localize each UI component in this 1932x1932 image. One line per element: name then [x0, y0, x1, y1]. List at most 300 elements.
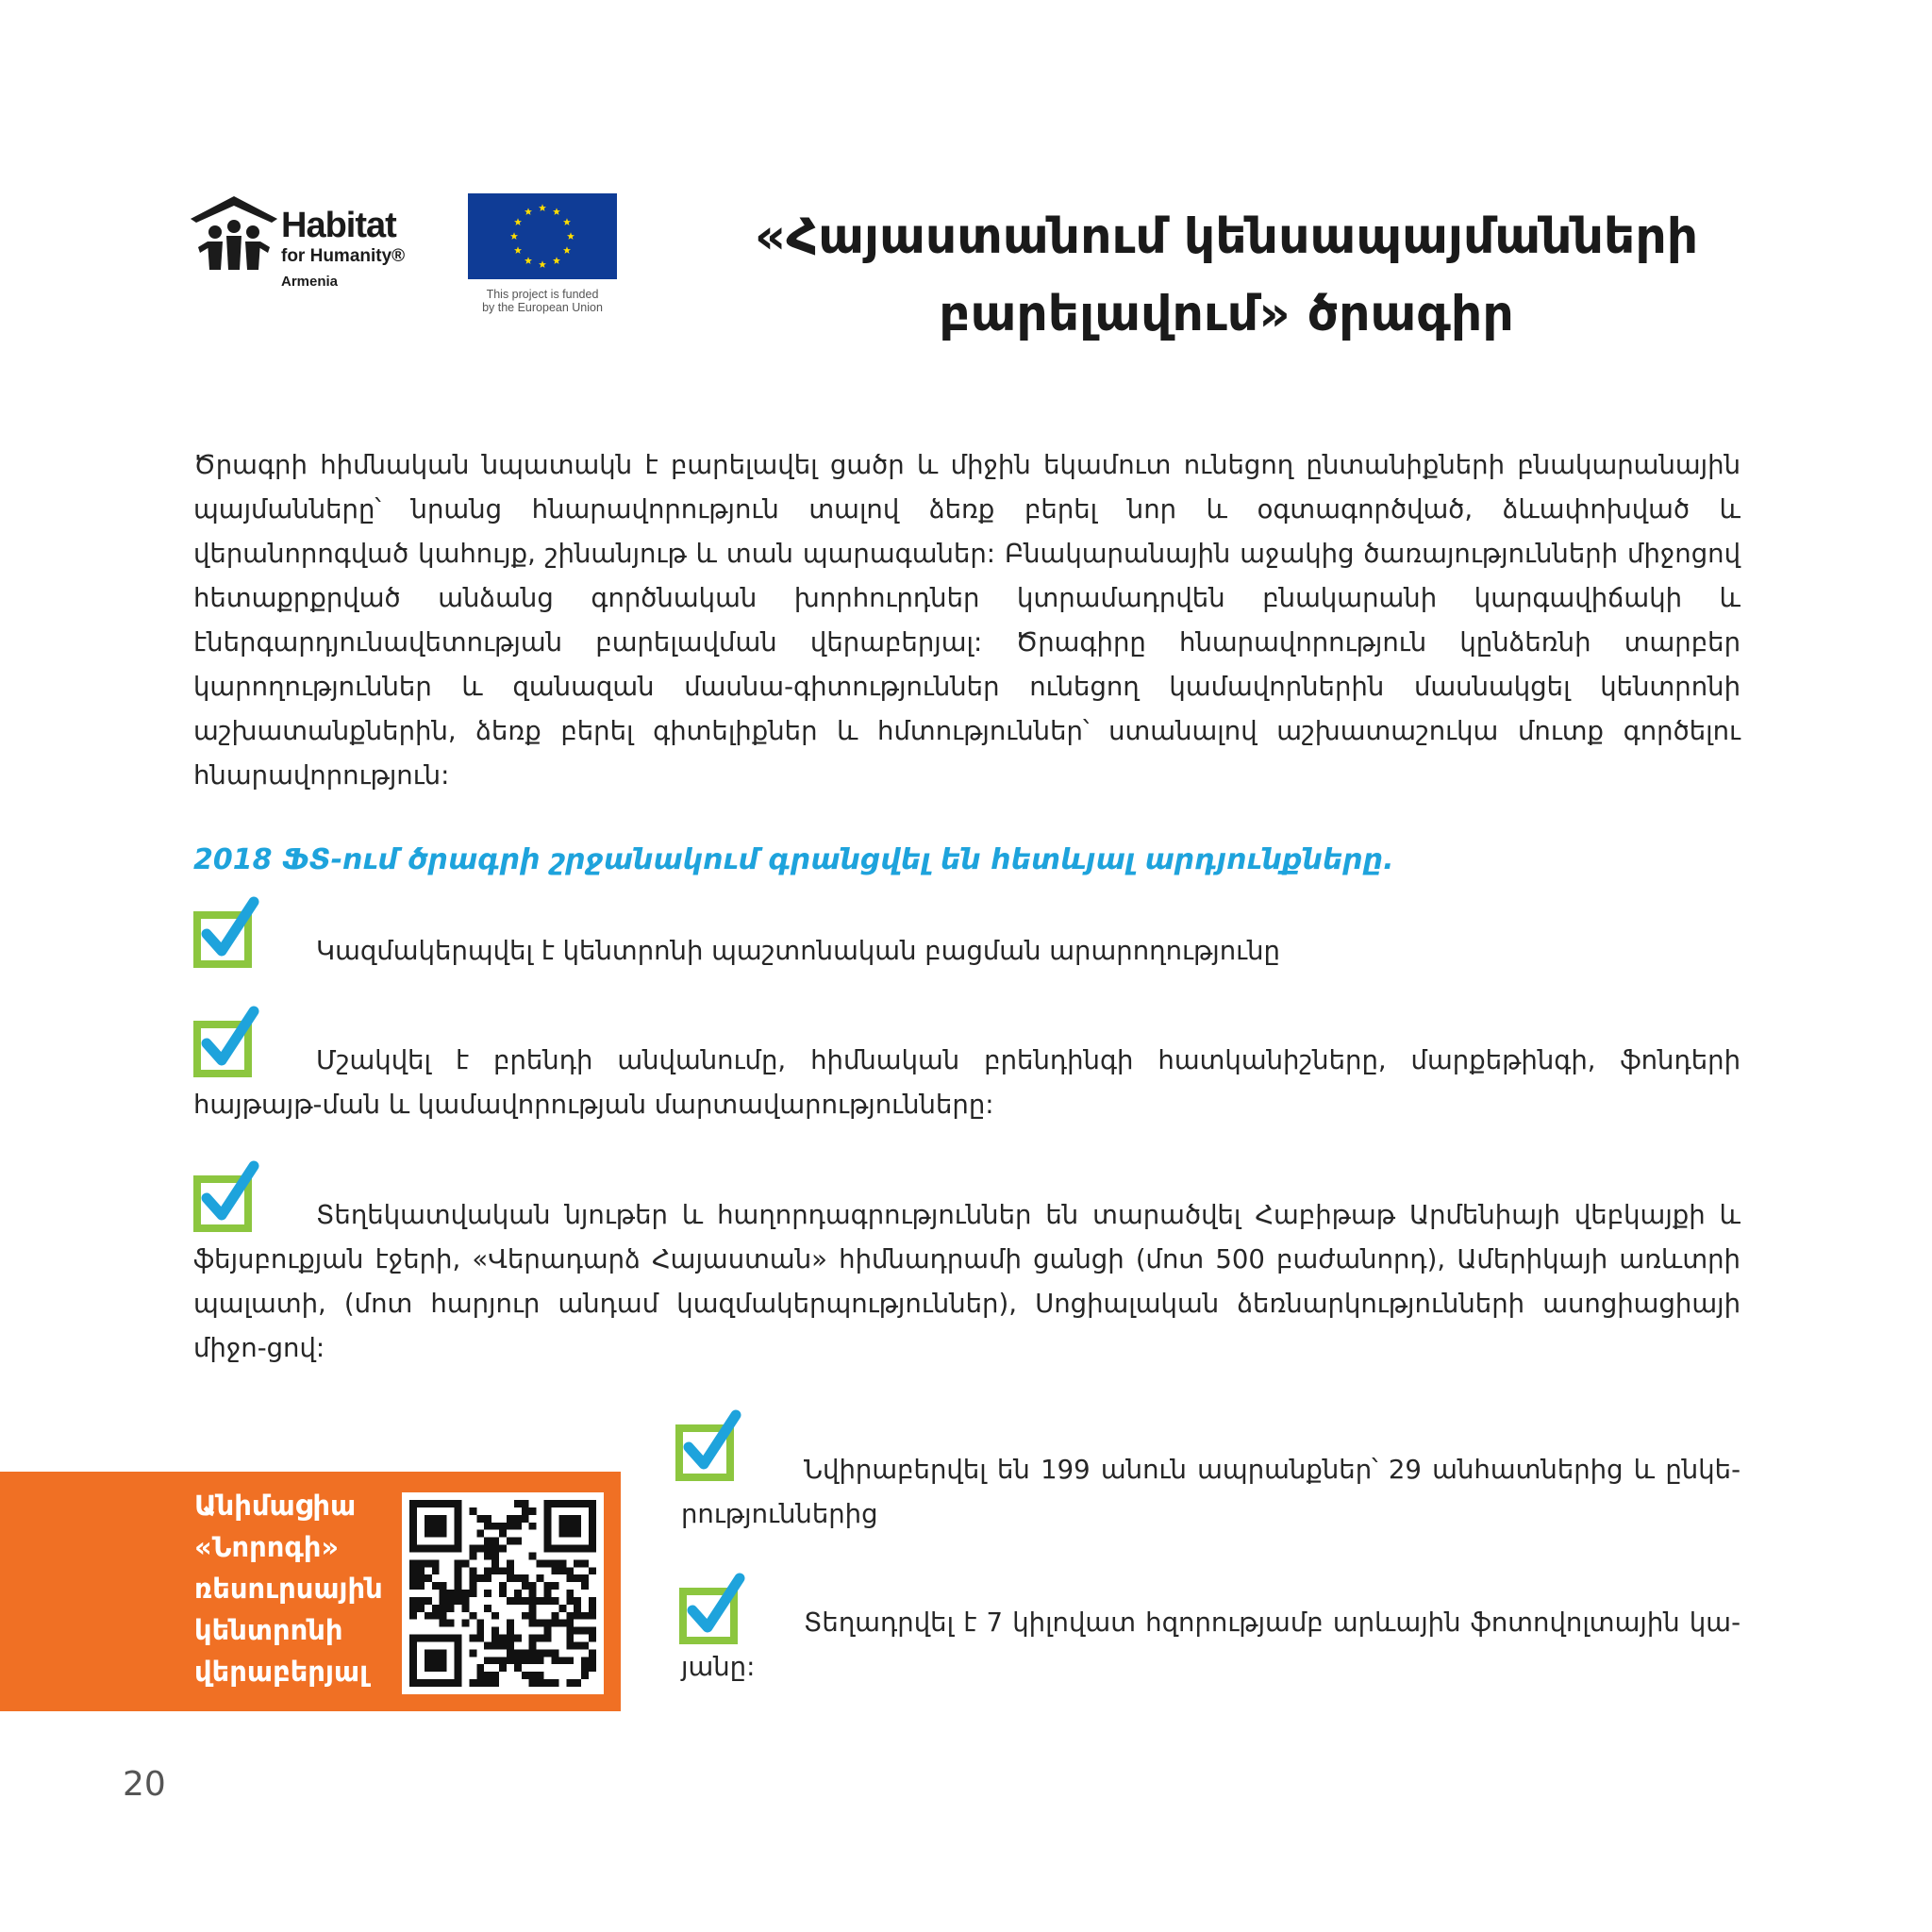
- qr-module: [476, 1672, 484, 1679]
- eu-star: [563, 218, 571, 225]
- qr-module: [461, 1605, 469, 1612]
- qr-module: [566, 1523, 574, 1530]
- qr-module: [425, 1679, 432, 1687]
- qr-module: [469, 1590, 476, 1597]
- qr-module: [455, 1567, 462, 1574]
- qr-module: [455, 1500, 462, 1507]
- qr-module: [455, 1582, 462, 1590]
- qr-module: [581, 1627, 589, 1635]
- qr-module: [566, 1612, 574, 1620]
- eu-star: [525, 257, 532, 264]
- qr-module: [469, 1635, 476, 1642]
- qr-module: [409, 1582, 417, 1590]
- results-heading: 2018 ՖՏ-ում ծրագրի շրջանակում գրանցվել են հետևյալ արդյունքները.: [193, 843, 1394, 876]
- qr-module: [440, 1635, 447, 1642]
- qr-module: [507, 1657, 514, 1664]
- qr-module: [461, 1590, 469, 1597]
- eu-star: [553, 208, 560, 215]
- qr-module: [440, 1657, 447, 1664]
- qr-module: [522, 1612, 529, 1620]
- qr-module: [589, 1597, 596, 1605]
- qr-module: [409, 1574, 417, 1582]
- qr-module: [440, 1590, 447, 1597]
- qr-module: [537, 1649, 544, 1657]
- qr-module: [469, 1582, 476, 1590]
- qr-module: [409, 1597, 417, 1605]
- qr-module: [581, 1582, 589, 1590]
- qr-module: [409, 1545, 417, 1553]
- qr-module: [469, 1574, 476, 1582]
- qr-module: [514, 1657, 522, 1664]
- qr-module: [514, 1515, 522, 1523]
- qr-module: [409, 1567, 417, 1574]
- qr-module: [440, 1597, 447, 1605]
- qr-module: [469, 1612, 476, 1620]
- qr-module: [432, 1664, 440, 1672]
- qr-module: [455, 1590, 462, 1597]
- qr-module: [409, 1538, 417, 1545]
- qr-module: [425, 1664, 432, 1672]
- qr-module: [581, 1612, 589, 1620]
- qr-module: [432, 1612, 440, 1620]
- qr-module: [551, 1500, 558, 1507]
- qr-module: [507, 1567, 514, 1574]
- qr-module: [455, 1507, 462, 1515]
- qr-module: [507, 1515, 514, 1523]
- qr-module: [461, 1559, 469, 1567]
- qr-module: [522, 1597, 529, 1605]
- qr-module: [551, 1657, 558, 1664]
- qr-module: [529, 1523, 537, 1530]
- result-item-2: [193, 1039, 1740, 1127]
- qr-module: [491, 1552, 499, 1559]
- qr-module: [409, 1641, 417, 1649]
- qr-module: [447, 1597, 455, 1605]
- qr-module: [566, 1597, 574, 1605]
- qr-module: [544, 1679, 552, 1687]
- qr-module: [544, 1649, 552, 1657]
- eu-star: [514, 246, 522, 254]
- qr-module: [514, 1590, 522, 1597]
- qr-module: [484, 1538, 491, 1545]
- qr-module: [491, 1672, 499, 1679]
- qr-module: [409, 1500, 417, 1507]
- result-item-4: [681, 1448, 1740, 1537]
- qr-callout-box: [0, 1472, 621, 1711]
- qr-module: [469, 1649, 476, 1657]
- result-text-1: Կազմակերպվել է կենտրոնի պաշտոնական բացման արարողությունը: [316, 936, 1280, 966]
- qr-module: [417, 1559, 425, 1567]
- eu-star: [563, 246, 571, 254]
- qr-module: [409, 1649, 417, 1657]
- qr-module: [522, 1657, 529, 1664]
- qr-module: [589, 1612, 596, 1620]
- qr-module: [499, 1545, 507, 1553]
- qr-module: [425, 1559, 432, 1567]
- qr-module: [514, 1649, 522, 1657]
- qr-module: [447, 1620, 455, 1627]
- qr-callout-line2: «Նորոգի»: [194, 1531, 340, 1563]
- qr-module: [566, 1657, 574, 1664]
- qr-module: [491, 1627, 499, 1635]
- qr-module: [544, 1635, 552, 1642]
- qr-module: [455, 1559, 462, 1567]
- qr-module: [432, 1523, 440, 1530]
- qr-module: [581, 1657, 589, 1664]
- qr-module: [447, 1635, 455, 1642]
- qr-module: [440, 1620, 447, 1627]
- qr-module: [425, 1635, 432, 1642]
- qr-module: [537, 1679, 544, 1687]
- qr-module: [455, 1545, 462, 1553]
- qr-module: [432, 1559, 440, 1567]
- qr-module: [469, 1567, 476, 1574]
- qr-module: [566, 1641, 574, 1649]
- qr-module: [507, 1620, 514, 1627]
- qr-module: [574, 1612, 581, 1620]
- qr-module: [432, 1500, 440, 1507]
- qr-module: [529, 1612, 537, 1620]
- intro-paragraph: Ծրագրի հիմնական նպատակն է բարելավել ցածր և միջին եկամուտ ունեցող ընտանիքների բնակարանային պայմանները՝ նրանց հնարավորություն տալով ձեռք բերել նոր և օգտագործված, ձևափոխված և վերանորոգված կահույք, շինանյութ և տան պարագաներ: Բնակարանային աջակից ծառայությունների միջոցով հետաքրքրված անձանց գործնական խորհուրդներ կտրամադրվեն բնակարանի կարգավիճակի և էներգարդյունավետության բարելավման վերաբերյալ: Ծրագիրը հնարավորություն կընձեռնի տարբեր կարողություններ և զանազան մասնա-գիտություններ ունեցող կամավորներին մասնակցել կենտրոնի աշխատանքներին, ձեռք բերել գիտելիքներ և հմտություններ՝ ստանալով աշխատաշուկա մուտք գործելու հնարավորություն:: [193, 450, 1740, 791]
- qr-module: [425, 1574, 432, 1582]
- qr-module: [544, 1627, 552, 1635]
- qr-module: [589, 1664, 596, 1672]
- qr-module: [558, 1567, 566, 1574]
- qr-module: [440, 1605, 447, 1612]
- qr-module: [537, 1657, 544, 1664]
- qr-module: [491, 1523, 499, 1530]
- qr-module: [537, 1635, 544, 1642]
- qr-module: [476, 1620, 484, 1627]
- qr-module: [409, 1657, 417, 1664]
- qr-module: [589, 1649, 596, 1657]
- qr-module: [425, 1523, 432, 1530]
- qr-module: [581, 1574, 589, 1582]
- qr-module: [566, 1627, 574, 1635]
- title-line2: բարելավում» ծրագիր: [939, 286, 1514, 342]
- qr-module: [522, 1672, 529, 1679]
- qr-module: [484, 1552, 491, 1559]
- qr-module: [499, 1657, 507, 1664]
- qr-module: [440, 1523, 447, 1530]
- qr-module: [574, 1515, 581, 1523]
- qr-module: [581, 1559, 589, 1567]
- qr-module: [589, 1515, 596, 1523]
- qr-module: [514, 1664, 522, 1672]
- qr-module: [417, 1500, 425, 1507]
- eu-flag-icon: [468, 193, 617, 279]
- qr-module: [491, 1545, 499, 1553]
- qr-module: [566, 1545, 574, 1553]
- qr-module: [544, 1559, 552, 1567]
- qr-module: [447, 1590, 455, 1597]
- qr-module: [484, 1545, 491, 1553]
- qr-module: [499, 1635, 507, 1642]
- result-item-3: [193, 1193, 1740, 1371]
- qr-module: [432, 1635, 440, 1642]
- page-number: 20: [123, 1765, 166, 1804]
- qr-module: [417, 1605, 425, 1612]
- qr-module: [507, 1559, 514, 1567]
- qr-module: [491, 1657, 499, 1664]
- qr-module: [476, 1627, 484, 1635]
- qr-module: [440, 1515, 447, 1523]
- eu-star: [514, 218, 522, 225]
- qr-module: [440, 1582, 447, 1590]
- qr-module: [544, 1538, 552, 1545]
- qr-module: [440, 1649, 447, 1657]
- eu-caption-line1: This project is funded: [486, 288, 599, 301]
- qr-module: [425, 1597, 432, 1605]
- qr-module: [558, 1523, 566, 1530]
- qr-module: [558, 1530, 566, 1538]
- habitat-house-people-icon: [189, 194, 279, 272]
- habitat-logo: [189, 192, 425, 296]
- qr-module: [529, 1657, 537, 1664]
- eu-star: [525, 208, 532, 215]
- qr-module: [425, 1530, 432, 1538]
- qr-module: [507, 1597, 514, 1605]
- qr-module: [440, 1664, 447, 1672]
- qr-module: [455, 1649, 462, 1657]
- eu-star: [567, 232, 575, 240]
- qr-module: [507, 1574, 514, 1582]
- qr-module: [544, 1500, 552, 1507]
- qr-module: [425, 1500, 432, 1507]
- qr-module: [574, 1641, 581, 1649]
- qr-module: [455, 1635, 462, 1642]
- qr-module: [417, 1582, 425, 1590]
- title-line1: «Հայաստանում կենսապայմանների: [754, 208, 1699, 265]
- qr-module: [469, 1679, 476, 1687]
- qr-module: [491, 1612, 499, 1620]
- qr-callout-line1: Անիմացիա: [194, 1490, 357, 1522]
- qr-module: [425, 1612, 432, 1620]
- qr-module: [589, 1507, 596, 1515]
- page-title: [726, 198, 1726, 353]
- qr-module: [566, 1567, 574, 1574]
- habitat-sub: for Humanity®: [281, 246, 406, 266]
- qr-module: [440, 1545, 447, 1553]
- qr-module: [499, 1530, 507, 1538]
- qr-module: [566, 1679, 574, 1687]
- qr-module: [417, 1574, 425, 1582]
- qr-module: [551, 1582, 558, 1590]
- qr-module: [432, 1679, 440, 1687]
- qr-module: [455, 1679, 462, 1687]
- qr-module: [476, 1530, 484, 1538]
- eu-star: [539, 260, 546, 268]
- qr-module: [484, 1605, 491, 1612]
- qr-module: [469, 1552, 476, 1559]
- qr-module: [491, 1635, 499, 1642]
- qr-module: [507, 1635, 514, 1642]
- qr-module: [529, 1635, 537, 1642]
- qr-module: [544, 1530, 552, 1538]
- qr-module: [461, 1597, 469, 1605]
- qr-module: [589, 1605, 596, 1612]
- qr-callout-line3: ռեսուրսային: [194, 1573, 383, 1605]
- eu-star: [553, 257, 560, 264]
- qr-module: [566, 1590, 574, 1597]
- qr-module: [551, 1597, 558, 1605]
- qr-module: [417, 1567, 425, 1574]
- qr-module: [425, 1545, 432, 1553]
- result-text-2: Մշակվել է բրենդի անվանումը, հիմնական բրենդինգի հատկանիշները, մարքեթինգի, ֆոնդերի հայթայթ-ման և կամավորության մարտավարությունները:: [193, 1045, 1740, 1120]
- qr-module: [455, 1597, 462, 1605]
- qr-module: [469, 1545, 476, 1553]
- qr-module: [417, 1545, 425, 1553]
- qr-module: [581, 1664, 589, 1672]
- qr-module: [491, 1559, 499, 1567]
- qr-module: [537, 1672, 544, 1679]
- qr-module: [469, 1507, 476, 1515]
- qr-module: [558, 1657, 566, 1664]
- qr-module: [566, 1620, 574, 1627]
- qr-module: [589, 1500, 596, 1507]
- qr-module: [551, 1545, 558, 1553]
- qr-module: [432, 1530, 440, 1538]
- qr-module: [455, 1530, 462, 1538]
- qr-module: [544, 1620, 552, 1627]
- qr-module: [522, 1649, 529, 1657]
- qr-module: [476, 1545, 484, 1553]
- qr-module: [432, 1515, 440, 1523]
- qr-module: [544, 1590, 552, 1597]
- qr-module: [529, 1582, 537, 1590]
- qr-module: [499, 1582, 507, 1590]
- qr-module: [440, 1612, 447, 1620]
- qr-module: [476, 1515, 484, 1523]
- qr-module: [409, 1523, 417, 1530]
- qr-module: [589, 1627, 596, 1635]
- qr-module: [558, 1605, 566, 1612]
- qr-module: [440, 1530, 447, 1538]
- qr-module: [432, 1657, 440, 1664]
- qr-module: [566, 1635, 574, 1642]
- habitat-name: Habitat: [281, 206, 396, 245]
- qr-module: [417, 1635, 425, 1642]
- habitat-country: Armenia: [281, 274, 339, 290]
- qr-module: [409, 1679, 417, 1687]
- qr-module: [507, 1627, 514, 1635]
- qr-module: [447, 1500, 455, 1507]
- qr-module: [455, 1664, 462, 1672]
- qr-module: [551, 1567, 558, 1574]
- qr-module: [558, 1500, 566, 1507]
- qr-module: [499, 1523, 507, 1530]
- qr-module: [476, 1635, 484, 1642]
- qr-module: [574, 1523, 581, 1530]
- qr-module: [447, 1679, 455, 1687]
- qr-module: [499, 1664, 507, 1672]
- result-text-5: Տեղադրվել է 7 կիլովատ հզորությամբ արևային ֆոտովոլտային կա-յանը:: [681, 1607, 1740, 1682]
- qr-module: [514, 1574, 522, 1582]
- qr-module: [425, 1657, 432, 1664]
- qr-module: [499, 1590, 507, 1597]
- qr-module: [574, 1605, 581, 1612]
- qr-module: [514, 1523, 522, 1530]
- qr-module: [409, 1515, 417, 1523]
- result-text-3: Տեղեկատվական նյութեր և հաղորդագրություններ են տարածվել Հաբիթաթ Արմենիայի վեբկայքի և ֆեյսբուքյան էջերի, «Վերադարձ Հայաստան» հիմնադրամի ցանցի (մոտ 500 բաժանորդ), Ամերիկայի առևտրի պալատի, (մոտ հարյուր անդամ կազմակերպություններ), Սոցիալական ձեռնարկությունների ասոցիացիայի միջո-ցով:: [193, 1200, 1740, 1363]
- qr-module: [432, 1545, 440, 1553]
- qr-module: [544, 1545, 552, 1553]
- qr-module: [551, 1649, 558, 1657]
- qr-module: [432, 1567, 440, 1574]
- qr-module: [484, 1515, 491, 1523]
- qr-module: [440, 1679, 447, 1687]
- qr-module: [484, 1679, 491, 1687]
- qr-module: [529, 1672, 537, 1679]
- qr-module: [589, 1545, 596, 1553]
- qr-module: [507, 1641, 514, 1649]
- qr-module: [581, 1545, 589, 1553]
- qr-module: [409, 1559, 417, 1567]
- qr-module: [558, 1620, 566, 1627]
- qr-module: [574, 1574, 581, 1582]
- qr-module: [574, 1627, 581, 1635]
- qr-module: [537, 1597, 544, 1605]
- qr-module: [432, 1582, 440, 1590]
- qr-module: [455, 1641, 462, 1649]
- qr-module: [455, 1574, 462, 1582]
- qr-callout-text: [194, 1485, 392, 1692]
- qr-module: [491, 1567, 499, 1574]
- qr-module: [522, 1507, 529, 1515]
- qr-module: [522, 1582, 529, 1590]
- qr-module: [537, 1574, 544, 1582]
- qr-module: [544, 1582, 552, 1590]
- qr-module: [574, 1597, 581, 1605]
- qr-module: [507, 1538, 514, 1545]
- qr-module: [409, 1530, 417, 1538]
- eu-caption-line2: by the European Union: [482, 301, 603, 314]
- qr-module: [455, 1523, 462, 1530]
- qr-module: [461, 1620, 469, 1627]
- qr-module: [589, 1523, 596, 1530]
- qr-module: [558, 1515, 566, 1523]
- qr-module: [409, 1605, 417, 1612]
- qr-module: [574, 1679, 581, 1687]
- qr-module: [529, 1590, 537, 1597]
- qr-callout-line5: վերաբերյալ: [194, 1656, 369, 1688]
- qr-code[interactable]: [402, 1492, 604, 1694]
- qr-module: [432, 1649, 440, 1657]
- qr-module: [425, 1649, 432, 1657]
- eu-star: [539, 204, 546, 211]
- qr-module: [551, 1559, 558, 1567]
- qr-module: [537, 1559, 544, 1567]
- qr-module: [514, 1597, 522, 1605]
- qr-module: [566, 1500, 574, 1507]
- qr-module: [574, 1500, 581, 1507]
- qr-module: [514, 1538, 522, 1545]
- qr-module: [476, 1679, 484, 1687]
- qr-module: [544, 1597, 552, 1605]
- qr-module: [514, 1635, 522, 1642]
- result-item-5: [681, 1601, 1740, 1690]
- qr-module: [484, 1523, 491, 1530]
- qr-module: [476, 1664, 484, 1672]
- qr-module: [589, 1657, 596, 1664]
- qr-module: [455, 1538, 462, 1545]
- result-item-1: [193, 929, 1740, 974]
- qr-module: [589, 1538, 596, 1545]
- qr-module: [566, 1515, 574, 1523]
- eu-caption: [468, 288, 617, 314]
- qr-module: [544, 1523, 552, 1530]
- qr-module: [491, 1679, 499, 1687]
